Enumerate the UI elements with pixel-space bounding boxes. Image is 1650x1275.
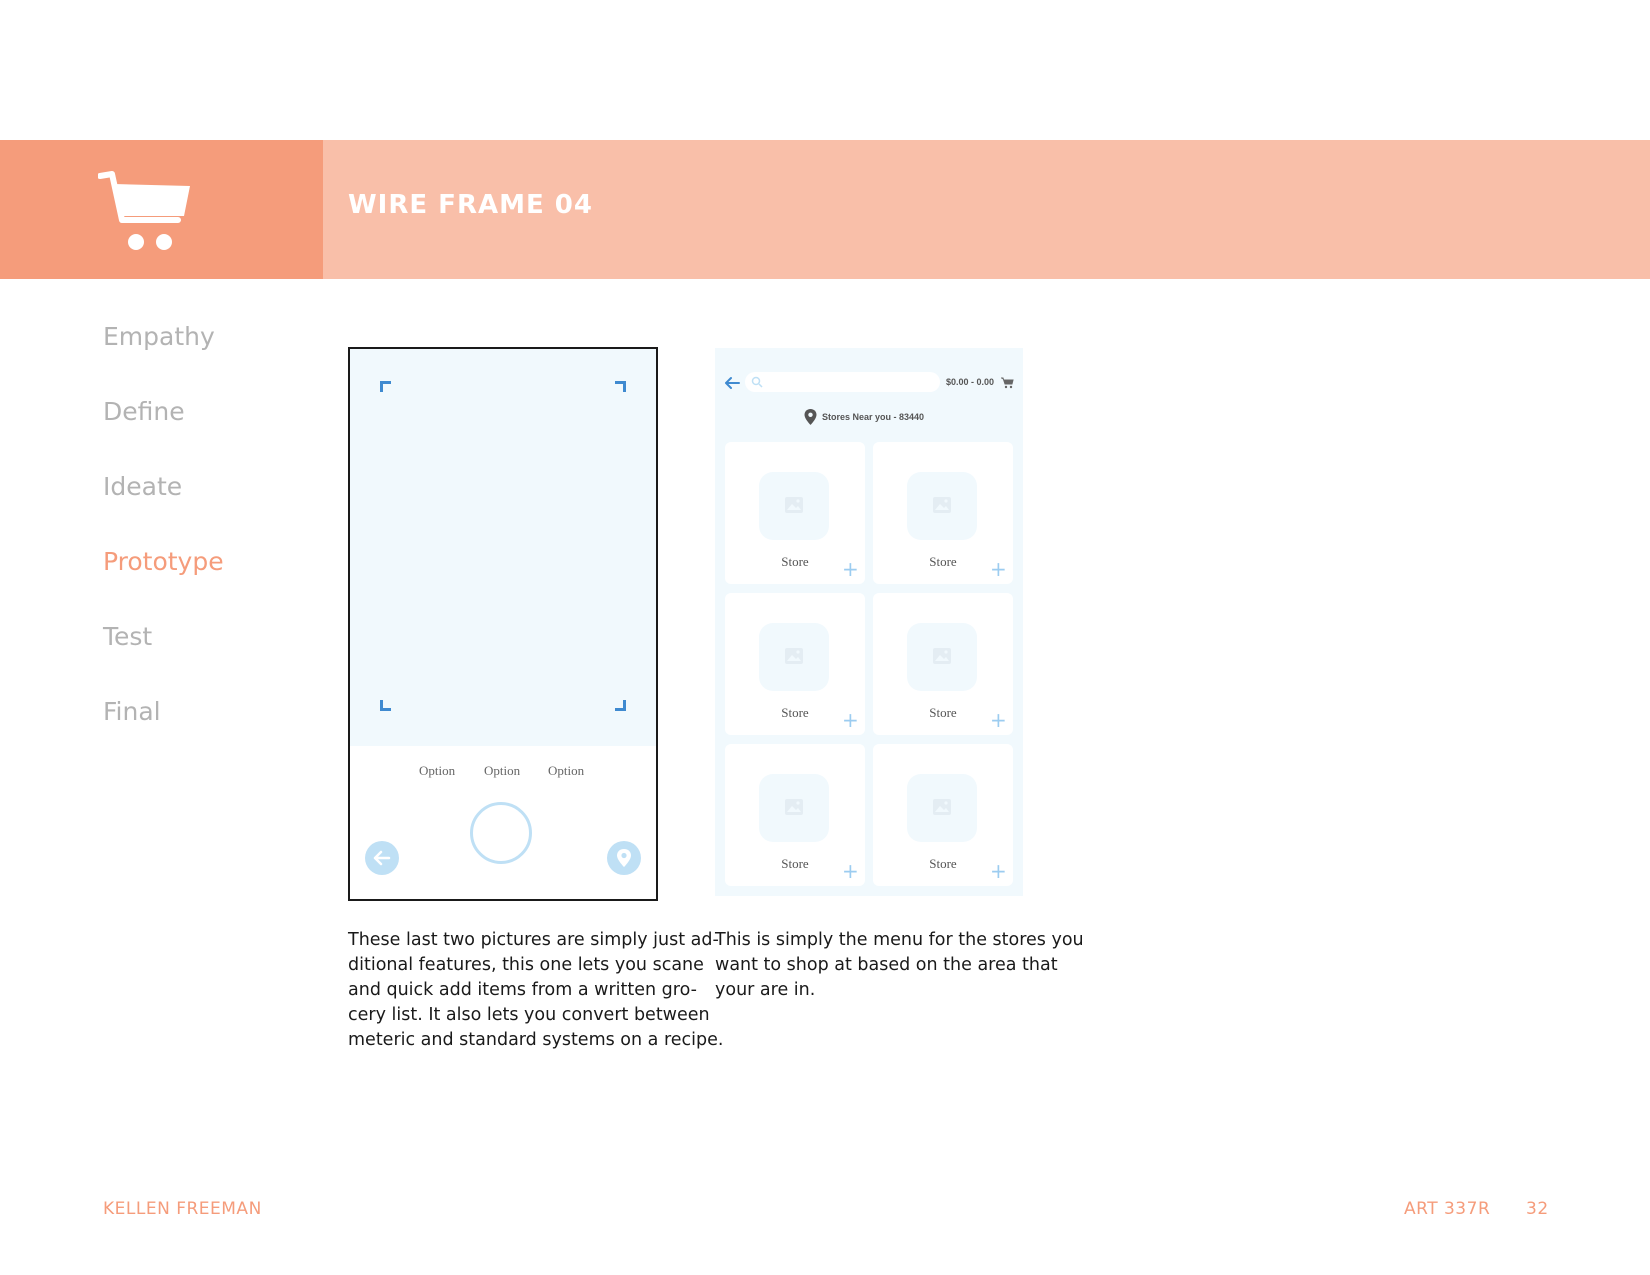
search-input[interactable]	[745, 372, 940, 392]
scan-option[interactable]: Option	[548, 763, 585, 778]
back-arrow-icon[interactable]	[723, 376, 741, 390]
add-store-icon[interactable]: +	[842, 708, 859, 732]
caption-line: want to shop at based on the area that	[715, 955, 1058, 975]
shutter-button[interactable]	[470, 802, 532, 864]
store-card[interactable]	[873, 744, 1013, 886]
store-name: Store	[929, 554, 957, 569]
store-card[interactable]	[725, 593, 865, 735]
nav-item-empathy[interactable]: Empathy	[103, 322, 215, 351]
viewfinder-corner	[380, 700, 391, 711]
store-image	[759, 623, 829, 691]
add-store-icon[interactable]: +	[842, 557, 859, 581]
image-placeholder-icon	[932, 496, 952, 514]
store-name: Store	[929, 705, 957, 720]
viewfinder-corner	[380, 381, 391, 392]
store-image	[907, 774, 977, 842]
wireframe-scanner	[348, 347, 658, 901]
store-card[interactable]	[725, 442, 865, 584]
camera-viewfinder	[350, 349, 656, 746]
image-placeholder-icon	[932, 647, 952, 665]
location-button[interactable]	[607, 841, 641, 875]
nav-item-prototype[interactable]: Prototype	[103, 547, 224, 576]
caption-line: cery list. It also lets you convert between	[348, 1005, 710, 1025]
image-placeholder-icon	[784, 647, 804, 665]
back-arrow-icon	[365, 841, 399, 875]
store-name: Store	[781, 705, 809, 720]
nav-item-define[interactable]: Define	[103, 397, 185, 426]
store-card[interactable]	[873, 442, 1013, 584]
store-card[interactable]	[873, 593, 1013, 735]
location-pin-icon	[804, 409, 817, 425]
add-store-icon[interactable]: +	[990, 708, 1007, 732]
image-placeholder-icon	[932, 798, 952, 816]
cart-total: $0.00 - 0.00	[946, 377, 995, 387]
scan-option[interactable]: Option	[419, 763, 456, 778]
search-icon	[751, 376, 763, 388]
caption-line: and quick add items from a written gro-	[348, 980, 697, 1000]
store-image	[759, 774, 829, 842]
caption-line: This is simply the menu for the stores you	[715, 930, 1084, 950]
caption-line: ditional features, this one lets you scane	[348, 955, 704, 975]
image-placeholder-icon	[784, 798, 804, 816]
page-title: WIRE FRAME 04	[348, 190, 593, 220]
nav-item-ideate[interactable]: Ideate	[103, 472, 183, 501]
nav-item-test[interactable]: Test	[103, 622, 153, 651]
scan-option[interactable]: Option	[484, 763, 521, 778]
caption-stores	[715, 928, 1084, 1003]
cart-icon[interactable]	[1001, 377, 1014, 389]
store-image	[907, 472, 977, 540]
store-name: Store	[781, 856, 809, 871]
image-placeholder-icon	[784, 496, 804, 514]
store-image	[759, 472, 829, 540]
viewfinder-corner	[615, 381, 626, 392]
location-pin-icon	[607, 841, 641, 875]
store-name: Store	[781, 554, 809, 569]
footer-course: ART 337R	[1404, 1199, 1491, 1219]
viewfinder-corner	[615, 700, 626, 711]
caption-line: These last two pictures are simply just ad-	[348, 930, 719, 950]
back-button[interactable]	[365, 841, 399, 875]
store-name: Store	[929, 856, 957, 871]
footer-author: KELLEN FREEMAN	[103, 1199, 262, 1219]
add-store-icon[interactable]: +	[990, 859, 1007, 883]
page-number: 32	[1526, 1199, 1549, 1219]
caption-line: your are in.	[715, 980, 816, 1000]
add-store-icon[interactable]: +	[990, 557, 1007, 581]
caption-line: meteric and standard systems on a recipe.	[348, 1030, 724, 1050]
caption-scanner	[348, 928, 723, 1053]
wireframe-stores	[715, 348, 1023, 896]
add-store-icon[interactable]: +	[842, 859, 859, 883]
store-image	[907, 623, 977, 691]
nav-item-final[interactable]: Final	[103, 697, 161, 726]
store-card[interactable]	[725, 744, 865, 886]
location-label: Stores Near you - 83440	[822, 412, 925, 422]
header-logo-block	[0, 140, 323, 279]
shopping-cart-icon	[98, 170, 192, 252]
